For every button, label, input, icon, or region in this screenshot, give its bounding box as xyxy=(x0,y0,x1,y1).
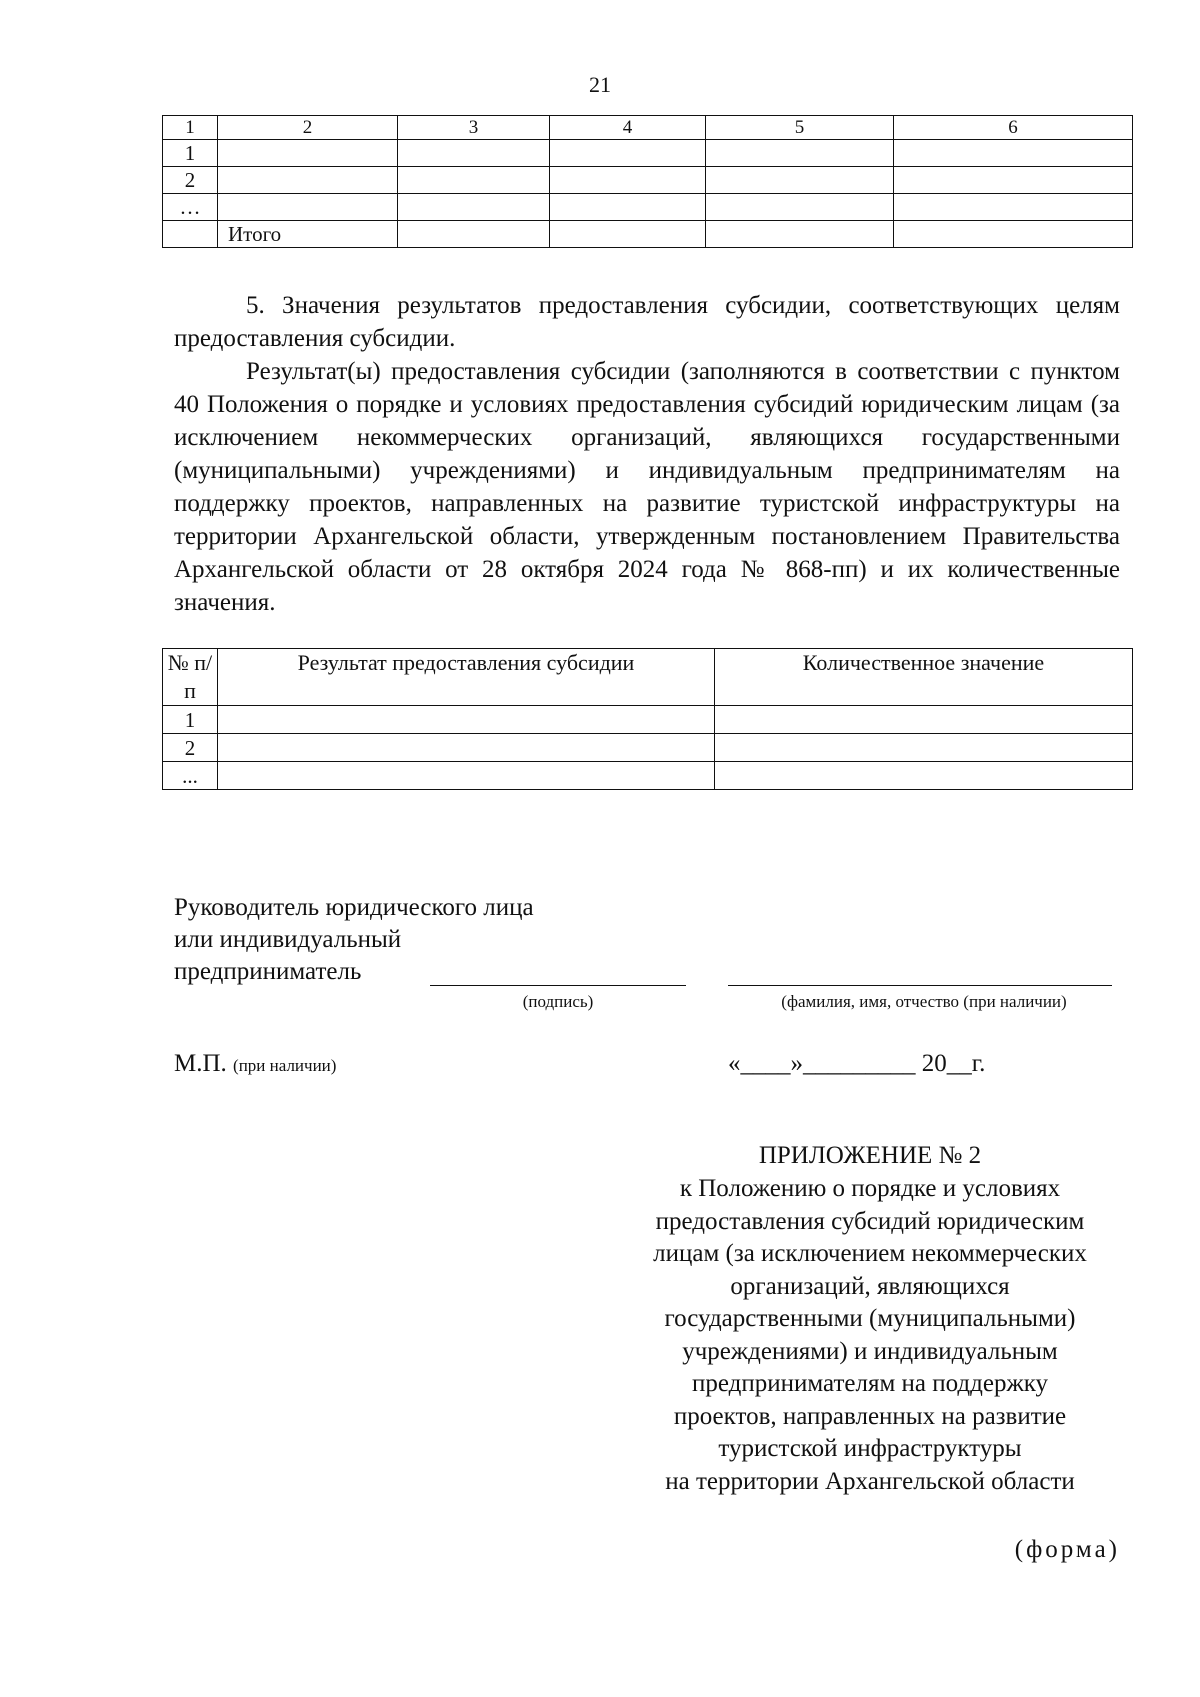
header-num: № п/п xyxy=(163,649,218,706)
table-cell xyxy=(218,167,398,194)
row-number: 2 xyxy=(163,167,218,194)
annex-line: учреждениями) и индивидуальным xyxy=(682,1337,1058,1365)
annex-line: государственными (муниципальными) xyxy=(664,1305,1076,1332)
table-cell xyxy=(218,140,398,167)
row-number: 1 xyxy=(163,140,218,167)
section5-body: Результат(ы) предоставления субсидии (заполняются в соответствии с пунктом 40 Положения о порядке и условиях предоставления субсидий юридическим лицам (за исключением некоммерческих организаций, являющихся государственными (муниципальными) учреждениями) и индивидуальным предпринимателям на поддержку проектов, направленных на развитие туристской инфраструктуры на территории Архангельской области, утвержденным постановлением Правительства Архангельской области от 28 октября 2024 года № 868-пп) и их количественные значения. xyxy=(174,358,1120,616)
table-row xyxy=(163,762,1133,790)
header-cell: 5 xyxy=(706,116,894,140)
table-cell xyxy=(715,762,1133,790)
row-number: … xyxy=(163,194,218,221)
name-blank-line xyxy=(728,985,1112,986)
table-cell xyxy=(715,734,1133,762)
table-cell xyxy=(706,167,894,194)
header-cell: 3 xyxy=(398,116,550,140)
page-number: 21 xyxy=(589,72,611,97)
table-cell xyxy=(218,734,715,762)
table-row xyxy=(163,194,1133,221)
table-expenses xyxy=(162,115,1133,248)
sign-caption: (подпись) xyxy=(522,992,594,1011)
annex-title: ПРИЛОЖЕНИЕ № 2 xyxy=(758,1142,982,1169)
signature-line2: или индивидуальный xyxy=(174,926,402,953)
mp-label: М.П. xyxy=(174,1050,227,1077)
section5-title: 5. Значения результатов предоставления субсидии, соответствующих целям предоставления субсидии. xyxy=(174,292,1120,352)
table-cell xyxy=(715,706,1133,734)
table-cell xyxy=(706,221,894,248)
header-cell: 6 xyxy=(894,116,1133,140)
annex-line: проектов, направленных на развитие xyxy=(673,1402,1067,1430)
table-cell xyxy=(550,140,706,167)
table-row xyxy=(163,167,1133,194)
table-row xyxy=(163,140,1133,167)
header-cell: 1 xyxy=(163,116,218,140)
mp-note: (при наличии) xyxy=(233,1056,337,1075)
table-header-row xyxy=(163,649,1133,706)
forma-label: (форма) xyxy=(1014,1536,1120,1563)
signature-blank-line xyxy=(430,985,686,986)
table-cell xyxy=(398,167,550,194)
table-cell xyxy=(218,762,715,790)
row-number: 1 xyxy=(163,706,218,734)
header-result: Результат предоставления субсидии xyxy=(218,649,715,706)
annex-line: организаций, являющихся xyxy=(730,1272,1010,1300)
table-cell xyxy=(550,167,706,194)
table-row xyxy=(163,734,1133,762)
table-cell xyxy=(550,221,706,248)
table-cell xyxy=(218,194,398,221)
table-results xyxy=(162,648,1133,790)
table-cell xyxy=(550,194,706,221)
header-value: Количественное значение xyxy=(715,649,1133,706)
row-number: ... xyxy=(163,762,218,790)
table-row xyxy=(163,706,1133,734)
row-number: 2 xyxy=(163,734,218,762)
table-total-row xyxy=(163,221,1133,248)
table-cell xyxy=(894,167,1133,194)
table-cell xyxy=(894,194,1133,221)
signature-line3: предприниматель xyxy=(174,958,362,985)
total-label: Итого xyxy=(218,221,398,248)
annex-line: предпринимателям на поддержку xyxy=(691,1370,1049,1397)
stamp-place xyxy=(174,1048,336,1082)
annex-line: предоставления субсидий юридическим xyxy=(655,1207,1085,1235)
table-cell xyxy=(894,221,1133,248)
name-caption: (фамилия, имя, отчество (при наличии) xyxy=(781,992,1067,1011)
annex-line: к Положению о порядке и условиях xyxy=(679,1175,1061,1202)
table-cell xyxy=(706,140,894,167)
table-cell xyxy=(398,194,550,221)
table-cell xyxy=(894,140,1133,167)
table-cell xyxy=(398,140,550,167)
header-cell: 2 xyxy=(218,116,398,140)
table-cell xyxy=(706,194,894,221)
table-cell xyxy=(218,706,715,734)
date-line: «____»_________ 20__г. xyxy=(728,1050,986,1077)
header-cell: 4 xyxy=(550,116,706,140)
table-cell xyxy=(398,221,550,248)
annex-line: лицам (за исключением некоммерческих xyxy=(653,1240,1087,1267)
signature-line1: Руководитель юридического лица xyxy=(174,894,534,921)
table-cell xyxy=(163,221,218,248)
annex-line: туристской инфраструктуры xyxy=(718,1435,1022,1462)
annex-line: на территории Архангельской области xyxy=(665,1467,1075,1495)
annex-body xyxy=(600,1173,1140,1498)
table-header-row xyxy=(163,116,1133,140)
